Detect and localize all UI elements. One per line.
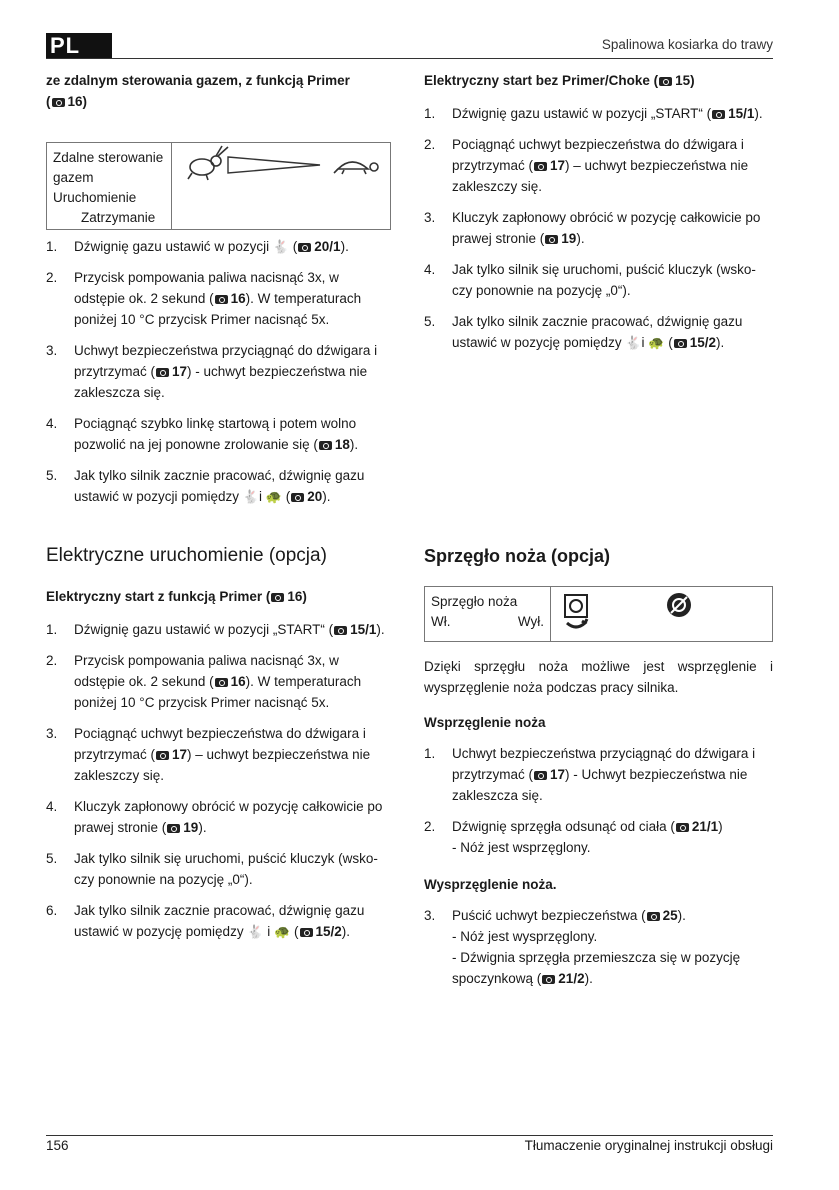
disengage-heading: Wysprzęglenie noża. [424,877,557,892]
left-column [46,70,391,517]
rabbit-turtle-throttle-icon [172,143,390,229]
camera-icon [167,824,180,833]
section-title-electric: Elektryczne uruchomienie (opcja) [46,545,327,566]
camera-icon [534,162,547,171]
list-item: 3. Puścić uchwyt bezpieczeństwa ( 25). - Nóż jest wysprzęglony. - Dźwignia sprzęgła przemieszcza się w pozycję spoczynkową ( 21/2). [424,908,741,986]
camera-icon [156,751,169,760]
list-item: 2. Przycisk pompowania paliwa nacisnąć 3x, w odstępie ok. 2 sekund ( 16). W temperaturach poniżej 10 °C przycisk Primer nacisnąć 5x. [46,270,362,327]
table-on-label: Wł. [431,614,451,629]
right-clutch-section [424,544,773,993]
list-item: 6. Jak tylko silnik zacznie pracować, dźwignię gazu ustawić w pozycję pomiędzy 🐇 i 🐢 ( 15/2). [46,900,391,942]
turtle-icon [334,162,378,174]
rabbit-icon: 🐇 [242,489,260,504]
turtle-icon: 🐢 [274,924,291,939]
header-divider [46,58,773,59]
list-item: 1. Uchwyt bezpieczeństwa przyciągnąć do dźwigara i przytrzymać ( 17) - Uchwyt bezpieczeństwa nie zakleszcza się. [424,746,756,803]
remote-throttle-steps [46,236,391,507]
clutch-table [424,586,773,642]
footer-text: Tłumaczenie oryginalnej instrukcji obsługi [524,1138,773,1153]
header-title: Spalinowa kosiarka do trawy [601,37,773,52]
turtle-icon: 🐢 [648,335,665,350]
electric-primer-steps [46,619,391,942]
camera-icon [647,912,660,921]
table-row-start: Uruchomienie [53,190,137,205]
camera-icon [676,823,689,832]
camera-icon [674,339,687,348]
rabbit-icon [188,146,228,180]
footer-divider [46,1135,773,1136]
list-item: 5. Jak tylko silnik zacznie pracować, dźwignię gazu ustawić w pozycji pomiędzy 🐇i 🐢 ( 20). [46,465,391,507]
camera-icon [542,975,555,984]
table-row-clutch: Sprzęgło noża [431,594,518,609]
camera-icon [334,626,347,635]
camera-icon [271,593,284,602]
list-item: 3. Pociągnąć uchwyt bezpieczeństwa do dźwigara i przytrzymać ( 17) – uchwyt bezpieczeństwa nie zakleszczy się. [46,726,371,783]
disengage-steps [424,905,773,989]
throttle-table [46,142,391,230]
list-item: 1. Dźwignię gazu ustawić w pozycji „START“ ( 15/1). [424,106,763,121]
camera-icon [545,235,558,244]
table-row-remote: Zdalne sterowanie gazem [53,150,164,185]
left-electric-section [46,544,391,952]
list-item: 4. Pociągnąć szybko linkę startową i potem wolno pozwolić na jej ponowne zrolowanie się ( 18). [46,416,359,452]
language-badge: PL [46,33,112,59]
engage-heading: Wsprzęglenie noża [424,715,546,730]
page-number: 156 [46,1138,69,1153]
turtle-icon: 🐢 [265,489,282,504]
no-primer-steps [424,103,773,353]
table-off-label: Wył. [517,614,544,629]
list-item: 5. Jak tylko silnik zacznie pracować, dźwignię gazu ustawić w pozycję pomiędzy 🐇i 🐢 ( 15/2). [424,311,773,353]
camera-icon [300,928,313,937]
list-item: 1. Dźwignię gazu ustawić w pozycji 🐇 ( 20/1). [46,236,391,257]
throttle-graphic [172,143,390,229]
camera-icon [712,110,725,119]
list-item: 2. Dźwignię sprzęgła odsunąć od ciała ( 21/1) - Nóż jest wsprzęglony. [424,819,723,855]
camera-icon [659,77,672,86]
speed-wedge [228,157,320,173]
camera-icon [215,295,228,304]
camera-icon [291,493,304,502]
camera-icon [215,678,228,687]
right-column [424,70,773,363]
camera-icon [319,441,332,450]
list-item: 1. Dźwignię gazu ustawić w pozycji „START“ ( 15/1). [46,622,385,637]
clutch-graphic [551,587,772,641]
camera-icon [298,243,311,252]
list-item: 3. Kluczyk zapłonowy obrócić w pozycję całkowicie po prawej stronie ( 19). [424,210,761,246]
list-item: 4. Jak tylko silnik się uruchomi, puścić kluczyk (wsko-czy ponownie na pozycję „0“). [424,262,756,298]
intro-heading: ze zdalnym sterowania gazem, z funkcją Primer ( 16) [46,73,350,109]
heading-no-primer: Elektryczny start bez Primer/Choke ( 15) [424,73,695,88]
camera-icon [52,98,65,107]
list-item: 2. Przycisk pompowania paliwa nacisnąć 3x, w odstępie ok. 2 sekund ( 16). W temperaturach poniżej 10 °C przycisk Primer nacisnąć 5x. [46,653,362,710]
list-item: 3. Uchwyt bezpieczeństwa przyciągnąć do dźwigara i przytrzymać ( 17) - uchwyt bezpieczeństwa nie zakleszcza się. [46,343,378,400]
camera-icon [534,771,547,780]
clutch-disengage-icon [667,593,691,617]
list-item: 4. Kluczyk zapłonowy obrócić w pozycję całkowicie po prawej stronie ( 19). [46,799,383,835]
table-row-stop: Zatrzymanie [81,210,156,225]
rabbit-icon: 🐇 [625,335,642,350]
section-title-clutch: Sprzęgło noża (opcja) [424,546,611,566]
rabbit-icon: 🐇 [247,924,264,939]
clutch-engage-icon [565,595,587,627]
camera-icon [156,368,169,377]
list-item: 5. Jak tylko silnik się uruchomi, puścić kluczyk (wsko-czy ponownie na pozycję „0“). [46,851,378,887]
sub-heading-primer: Elektryczny start z funkcją Primer ( 16) [46,589,307,604]
rabbit-icon: 🐇 [272,239,290,254]
engage-steps [424,743,773,858]
clutch-description: Dzięki sprzęgłu noża możliwe jest wsprzęglenie i wysprzęglenie noża podczas pracy silnika. [424,659,773,695]
list-item: 2. Pociągnąć uchwyt bezpieczeństwa do dźwigara i przytrzymać ( 17) – uchwyt bezpieczeństwa nie zakleszczy się. [424,137,749,194]
